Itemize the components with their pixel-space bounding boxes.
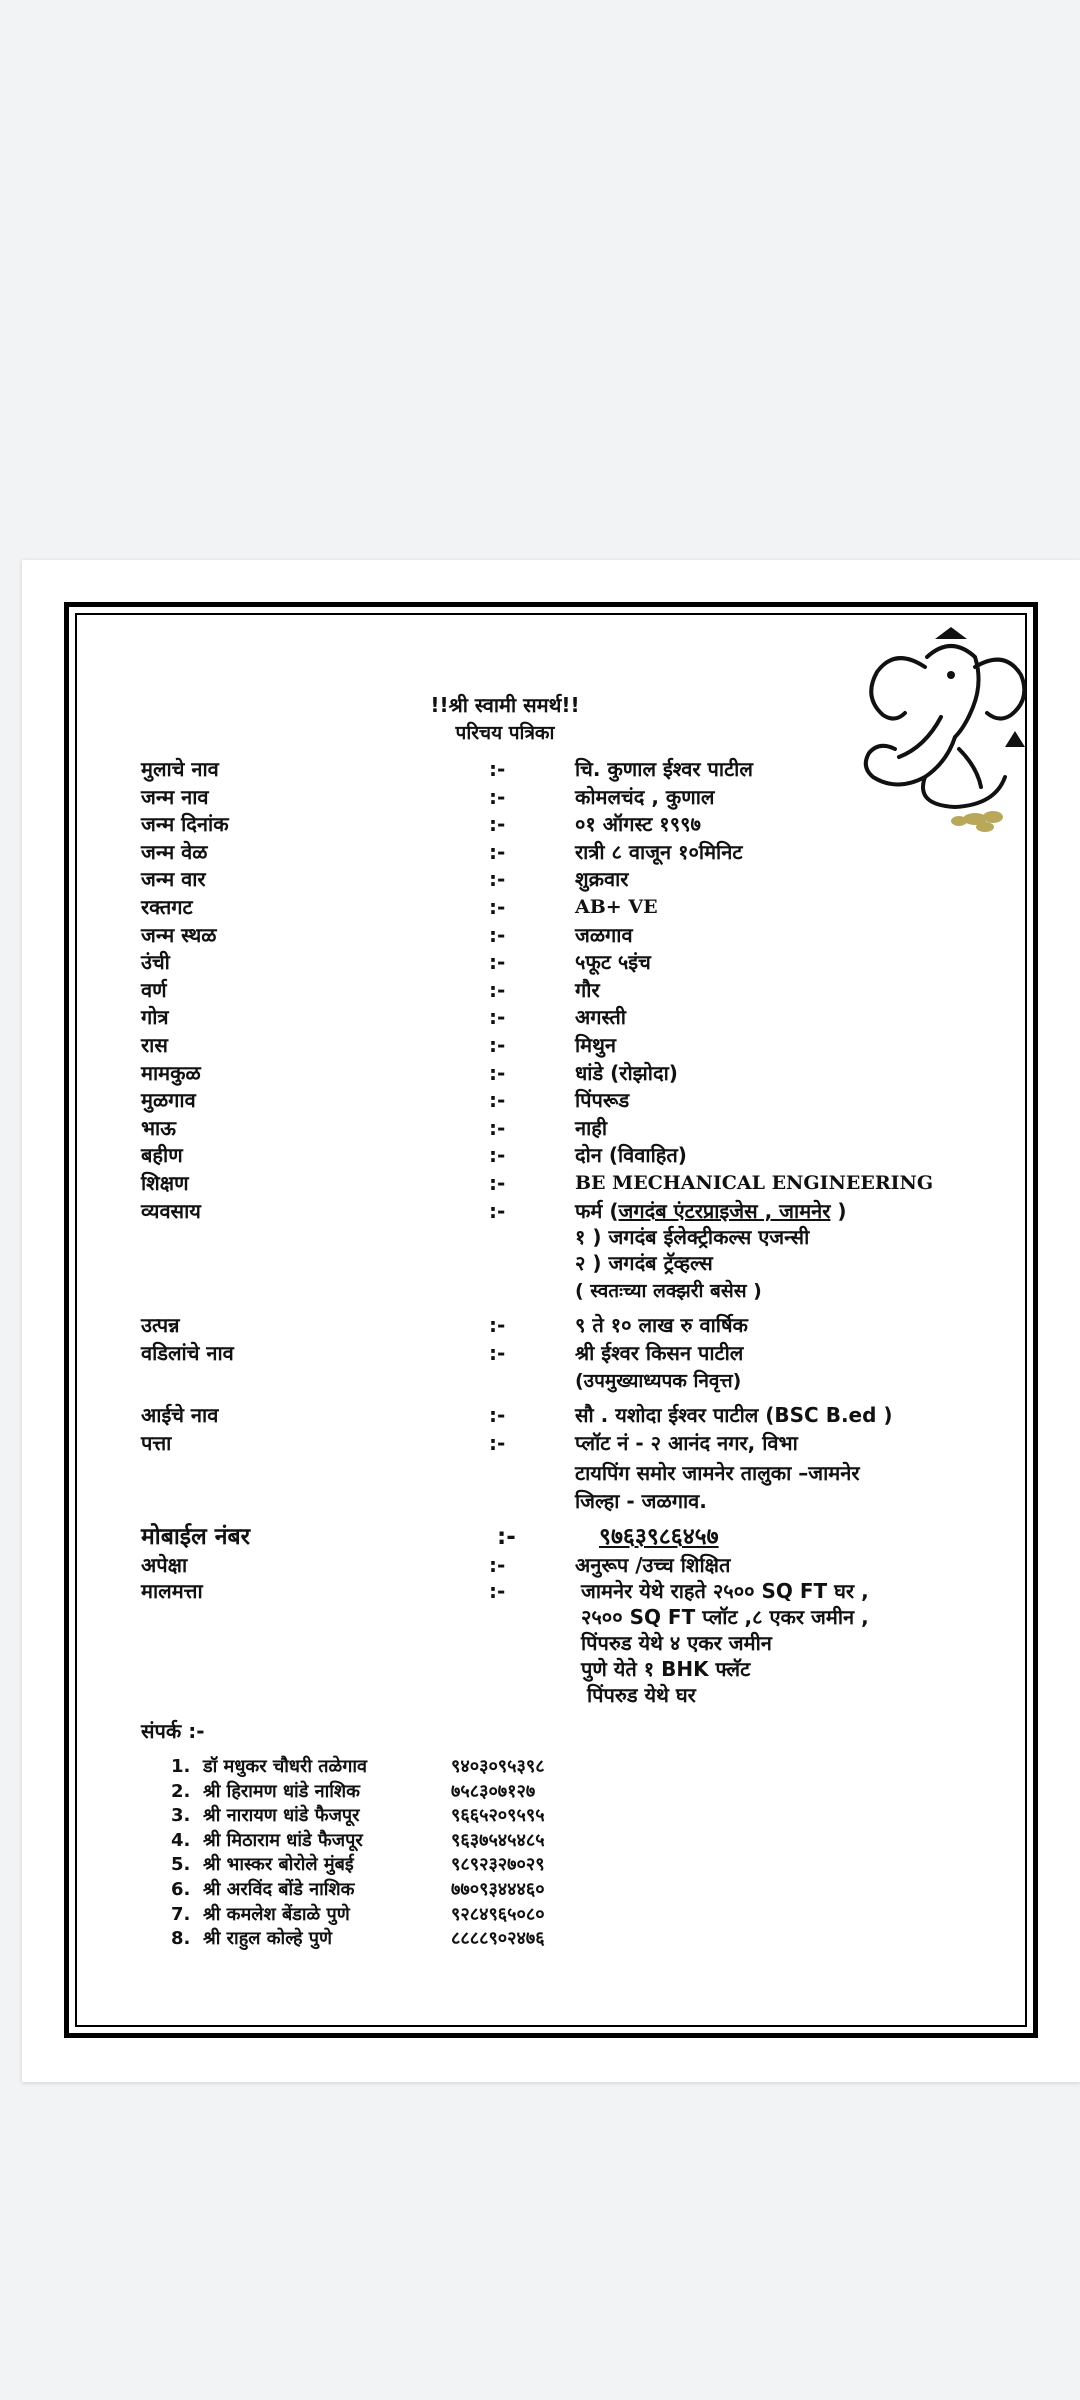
detail-separator: :-	[489, 1033, 506, 1057]
contact-number: 3.	[171, 1805, 191, 1827]
business-line: २ ) जगदंब ट्रॅव्हल्स	[575, 1251, 713, 1275]
detail-value: फर्म (जगदंब एंटरप्राइजेस , जामनेर )	[575, 1199, 847, 1223]
business-line: १ ) जगदंब ईलेक्ट्रीकल्स एजन्सी	[575, 1225, 810, 1249]
detail-value: दोन (विवाहित)	[575, 1143, 687, 1168]
contact-phone: ९६६५२०९५९५	[451, 1805, 545, 1827]
detail-value: ०१ ऑगस्ट १९९७	[575, 812, 701, 837]
detail-label: मालमत्ता	[141, 1579, 203, 1603]
contacts-title: संपर्क :-	[141, 1719, 205, 1743]
detail-value: अनुरूप /उच्च शिक्षित	[575, 1553, 731, 1577]
detail-separator: :-	[489, 1579, 506, 1603]
detail-label: रक्तगट	[141, 895, 193, 919]
detail-label: भाऊ	[141, 1115, 176, 1140]
detail-value: BE MECHANICAL ENGINEERING	[575, 1172, 934, 1194]
detail-label: जन्म स्थळ	[141, 922, 217, 947]
detail-separator: :-	[489, 977, 506, 1002]
detail-separator: :-	[489, 839, 506, 864]
detail-value: अगस्ती	[575, 1005, 626, 1030]
contact-item	[171, 1780, 536, 1804]
detail-value: नाही	[575, 1115, 608, 1140]
address-line: टायपिंग समोर जामनेर तालुका –जामनेर	[575, 1461, 860, 1485]
detail-label: पत्ता	[141, 1431, 172, 1455]
detail-separator: :-	[489, 1088, 506, 1113]
detail-value: शुक्रवार	[575, 867, 629, 892]
detail-label: उत्पन्न	[141, 1313, 180, 1337]
detail-value: चि. कुणाल ईश्वर पाटील	[575, 757, 753, 781]
property-line: पिंपरुड येथे ४ एकर जमीन	[581, 1631, 772, 1655]
detail-label: मोबाईल नंबर	[141, 1524, 251, 1550]
detail-separator: :-	[489, 1403, 506, 1427]
detail-separator: :-	[489, 1171, 506, 1195]
detail-label: गोत्र	[141, 1005, 169, 1030]
contact-name: श्री नारायण धांडे फैजपूर	[203, 1805, 360, 1827]
detail-separator: :-	[489, 1005, 506, 1030]
detail-value: गौर	[575, 977, 600, 1002]
detail-label: जन्म दिनांक	[141, 812, 229, 837]
contact-item	[171, 1927, 545, 1951]
contact-phone: ७७०९३४४४६०	[451, 1879, 545, 1900]
contact-item	[171, 1829, 545, 1853]
document-title: परिचय पत्रिका	[455, 722, 555, 744]
detail-separator: :-	[489, 895, 506, 919]
contact-number: 7.	[171, 1903, 191, 1925]
detail-label: जन्म वेळ	[141, 839, 208, 864]
document-page	[22, 560, 1080, 2082]
detail-separator: :-	[489, 922, 506, 947]
contact-phone: ९६३७५४५४८५	[451, 1829, 545, 1851]
contact-name: श्री राहुल कोल्हे पुणे	[203, 1928, 333, 1950]
property-line: पिंपरुड येथे घर	[587, 1683, 696, 1707]
detail-value: कोमलचंद , कुणाल	[575, 784, 715, 809]
detail-label: रास	[141, 1033, 168, 1057]
contact-number: 1.	[171, 1756, 191, 1777]
contact-name: श्री भास्कर बोरोले मुंबई	[203, 1854, 354, 1876]
contact-name: श्री हिरामण धांडे नाशिक	[203, 1780, 360, 1802]
document-border	[64, 602, 1038, 2038]
contact-number: 2.	[171, 1780, 191, 1802]
contact-name: श्री अरविंद बोंडे नाशिक	[203, 1879, 355, 1900]
contact-number: 4.	[171, 1829, 191, 1851]
detail-separator: :-	[489, 1313, 506, 1337]
contact-phone: ७५८३०७१२७	[451, 1780, 536, 1802]
detail-separator: :-	[489, 1553, 506, 1577]
detail-label: आईचे नाव	[141, 1403, 219, 1427]
property-line: पुणे येते १ BHK फ्लॅट	[581, 1657, 751, 1681]
detail-label: वडिलांचे नाव	[141, 1341, 234, 1365]
detail-separator: :-	[489, 1431, 506, 1455]
detail-separator: :-	[489, 1060, 506, 1085]
detail-value: ९ ते १० लाख रु वार्षिक	[575, 1313, 748, 1337]
contact-phone: ९८९२३२७०२९	[451, 1854, 545, 1876]
contact-item	[171, 1804, 545, 1828]
contact-name: डॉ मधुकर चौधरी तळेगाव	[203, 1756, 368, 1777]
contact-name: श्री कमलेश बेंडाळे पुणे	[203, 1903, 350, 1925]
detail-label: व्यवसाय	[141, 1199, 201, 1223]
detail-separator: :-	[489, 1115, 506, 1140]
detail-value: जामनेर येथे राहते २५०० SQ FT घर ,	[581, 1579, 869, 1603]
contact-number: 5.	[171, 1854, 191, 1876]
contact-number: 8.	[171, 1928, 191, 1950]
address-line: जिल्हा - जळगाव.	[575, 1489, 707, 1513]
detail-value: श्री ईश्वर किसन पाटील	[575, 1341, 744, 1365]
contact-item	[171, 1878, 545, 1902]
detail-separator: :-	[489, 1341, 506, 1365]
contact-item	[171, 1853, 545, 1877]
detail-value: मिथुन	[575, 1033, 617, 1057]
detail-separator: :-	[489, 784, 506, 809]
detail-label: शिक्षण	[141, 1171, 189, 1195]
contact-item	[171, 1903, 545, 1927]
contact-phone: ९४०३०९५३९८	[451, 1756, 545, 1777]
detail-value: सौ . यशोदा ईश्वर पाटील (BSC B.ed )	[575, 1403, 893, 1427]
detail-label: जन्म वार	[141, 867, 206, 892]
contact-name: श्री मिठाराम धांडे फैजपूर	[203, 1829, 363, 1851]
detail-separator: :-	[489, 1143, 506, 1168]
detail-separator: :-	[489, 757, 506, 781]
contact-item	[171, 1755, 545, 1779]
detail-separator: :-	[489, 950, 506, 975]
detail-value: पिंपरूड	[575, 1088, 630, 1113]
detail-separator: :-	[489, 1199, 506, 1223]
business-line: ( स्वतःच्या लक्झरी बसेस )	[575, 1280, 762, 1302]
father-note: (उपमुख्याध्यपक निवृत्त)	[575, 1370, 742, 1392]
contact-phone: ९२८४९६५०८०	[451, 1903, 545, 1925]
detail-label: बहीण	[141, 1143, 183, 1168]
contact-number: 6.	[171, 1879, 191, 1900]
detail-separator: :-	[497, 1524, 516, 1550]
detail-value: धांडे (रोझोदा)	[575, 1060, 678, 1085]
mobile-number: ९७६३९८६४५७	[599, 1524, 719, 1550]
detail-value: रात्री ८ वाजून १०मिनिट	[575, 839, 743, 864]
detail-label: मुळगाव	[141, 1088, 196, 1113]
detail-value: ५फूट ५इंच	[575, 950, 651, 975]
firm-name: जगदंब एंटरप्राइजेस , जामनेर	[618, 1199, 831, 1223]
detail-label: मुलाचे नाव	[141, 757, 219, 781]
detail-label: मामकुळ	[141, 1060, 201, 1085]
detail-separator: :-	[489, 867, 506, 892]
detail-value: प्लॉट नं - २ आनंद नगर, विभा	[575, 1431, 798, 1455]
contact-phone: ८८८८९०२४७६	[451, 1928, 545, 1950]
detail-label: जन्म नाव	[141, 784, 209, 809]
detail-label: वर्ण	[141, 977, 167, 1002]
detail-separator: :-	[489, 812, 506, 837]
ganesha-icon	[855, 627, 1035, 837]
blessing-line: !!श्री स्वामी समर्थ!!	[430, 693, 580, 717]
detail-label: उंची	[141, 950, 170, 975]
detail-value: AB+ VE	[575, 896, 658, 918]
detail-label: अपेक्षा	[141, 1553, 188, 1577]
detail-value: जळगाव	[575, 922, 633, 947]
property-line: २५०० SQ FT प्लॉट ,८ एकर जमीन ,	[581, 1605, 869, 1629]
